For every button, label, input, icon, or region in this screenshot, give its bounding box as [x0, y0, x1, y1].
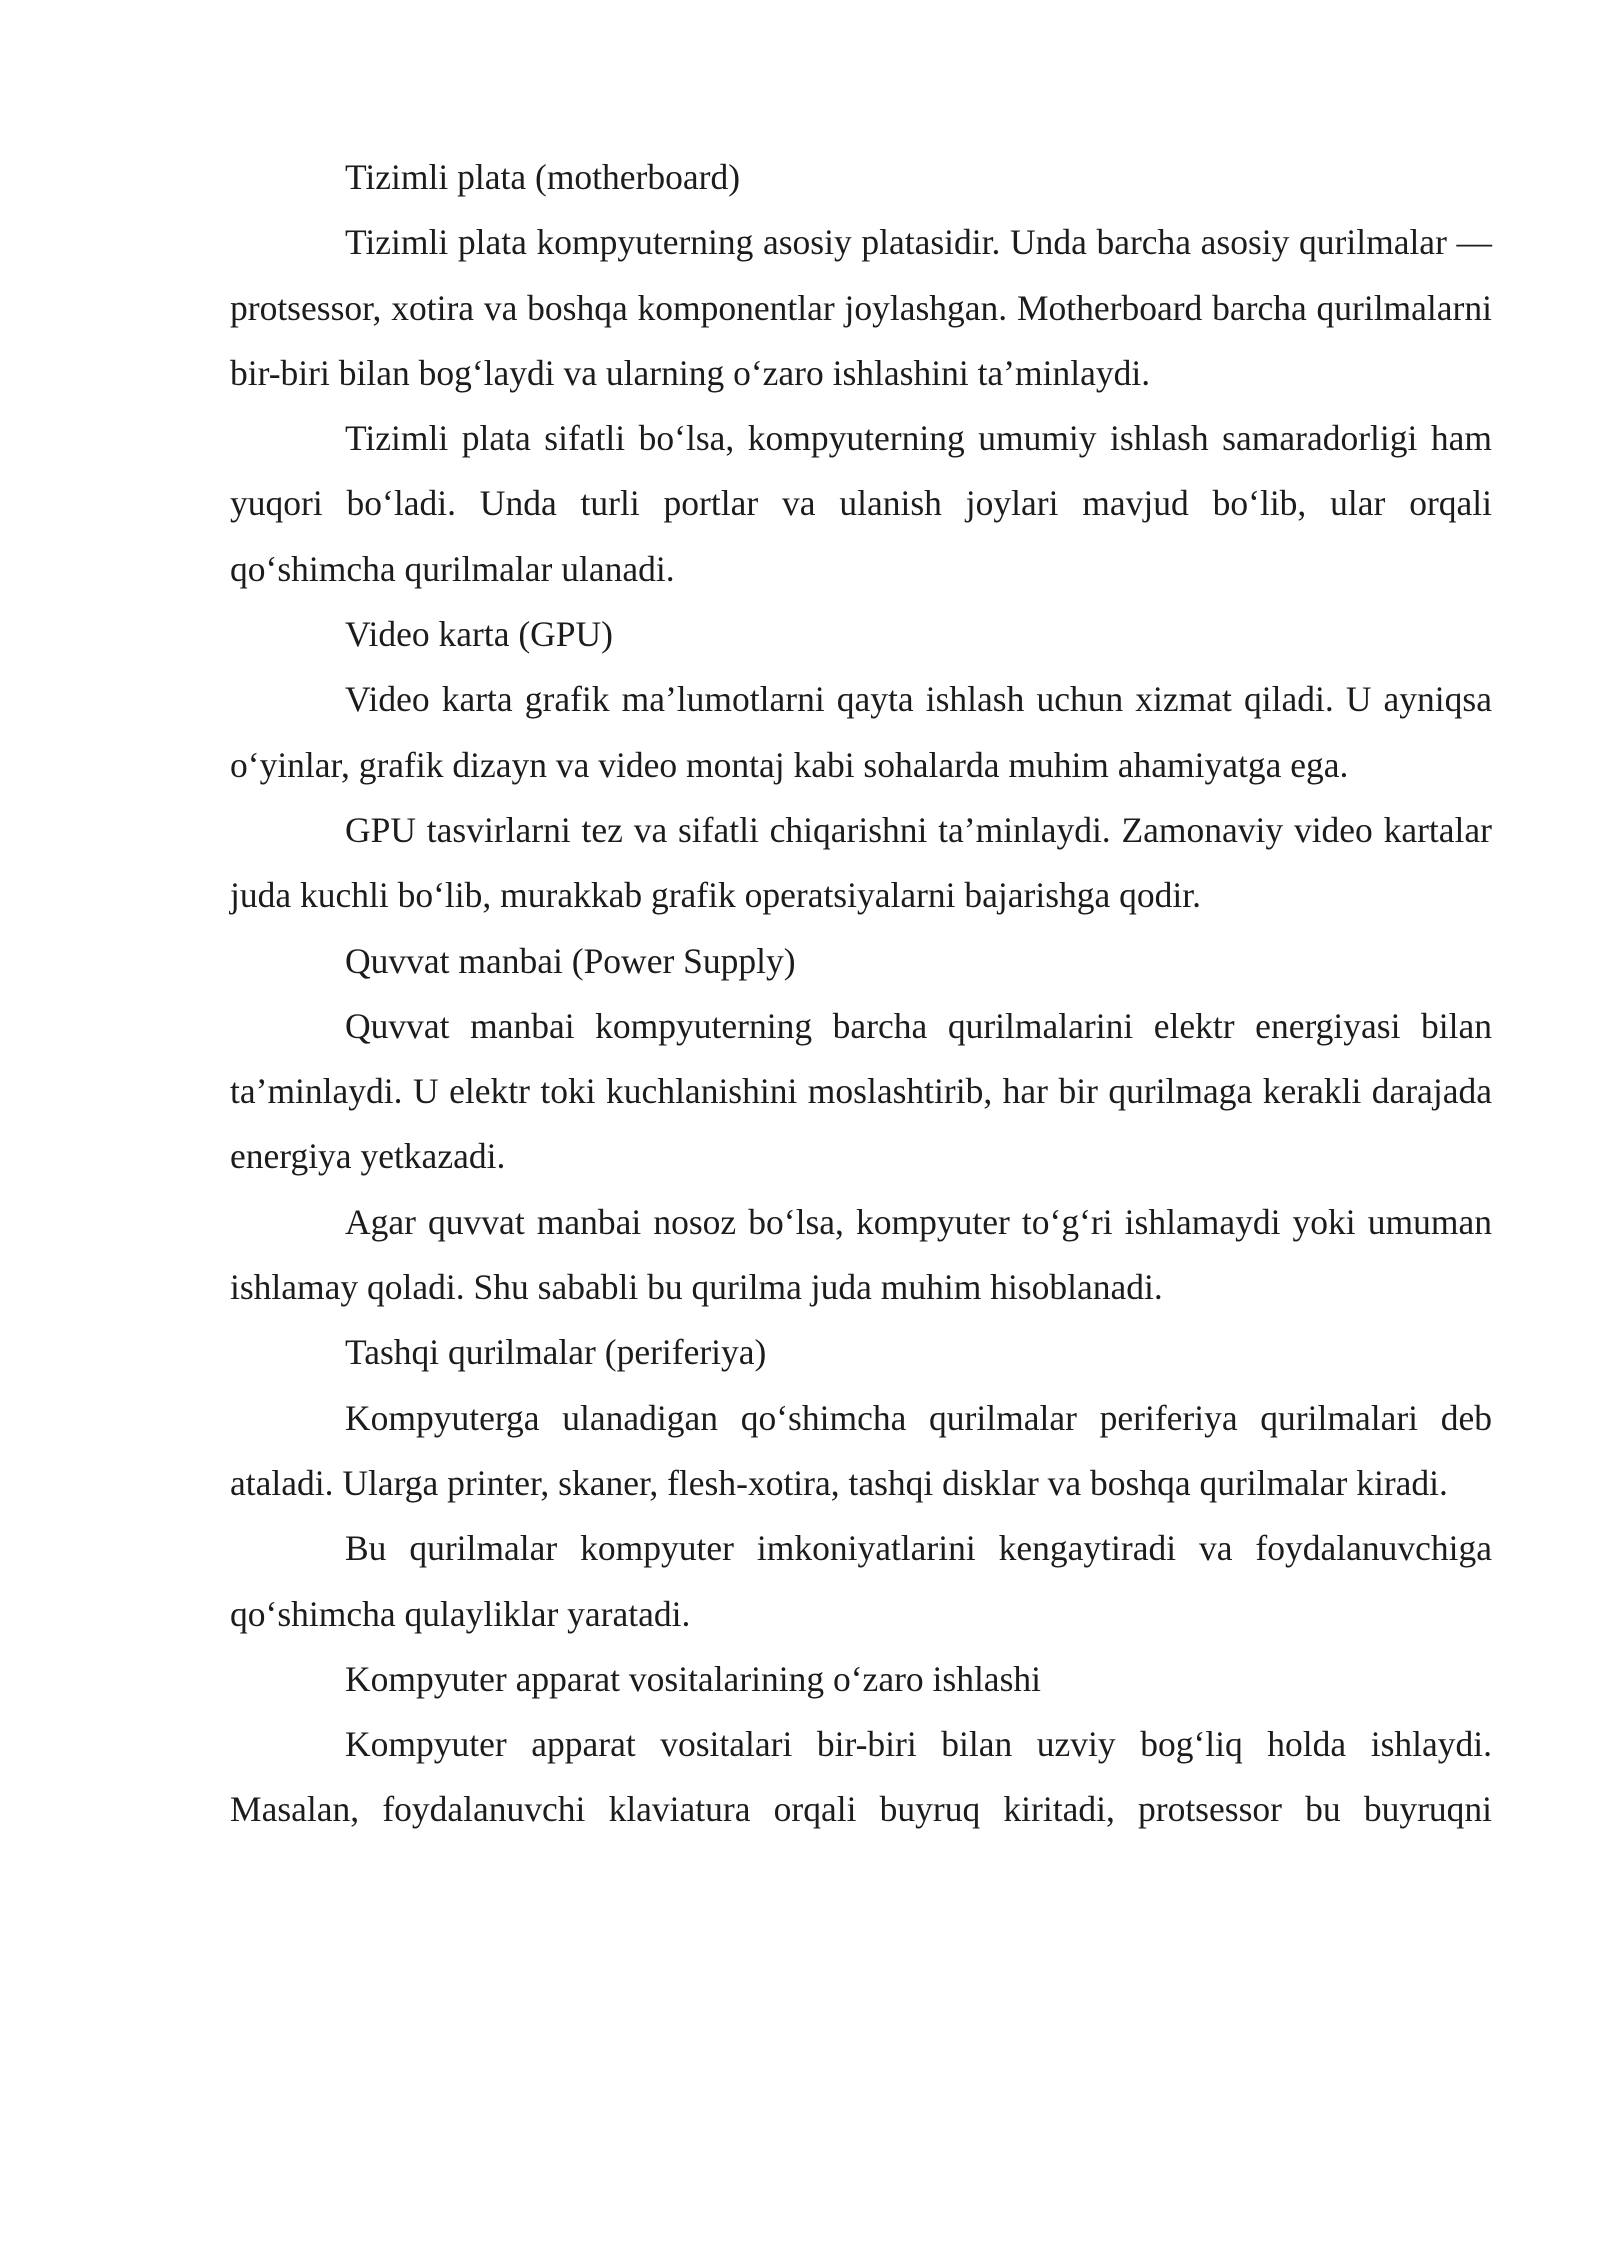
paragraph-hardware-interaction-1: Kompyuter apparat vositalari bir-biri bilan uzviy bog‘liq holda ishlaydi. Masalan, foydalanuvchi klaviatura orqali buyruq kiritadi, protsessor bu buyruqni: [230, 1724, 1492, 1830]
section-heading-peripherals: Tashqi qurilmalar (periferiya): [345, 1332, 767, 1373]
section-heading-hardware-interaction: Kompyuter apparat vositalarining o‘zaro ishlashi: [345, 1658, 1041, 1699]
paragraph-peripherals-2: Bu qurilmalar kompyuter imkoniyatlarini kengaytiradi va foydalanuvchiga qo‘shimcha qulayliklar yaratadi.: [230, 1528, 1492, 1634]
paragraph-power-supply-2: Agar quvvat manbai nosoz bo‘lsa, kompyuter to‘g‘ri ishlamaydi yoki umuman ishlamay qoladi. Shu sababli bu qurilma juda muhim hisoblanadi.: [230, 1201, 1492, 1308]
section-heading-gpu: Video karta (GPU): [345, 614, 613, 655]
paragraph-power-supply-1: Quvvat manbai kompyuterning barcha qurilmalarini elektr energiyasi bilan ta’minlaydi. U elektr toki kuchlanishini moslashtirib, har bir qurilmaga kerakli darajada energiya yetkazadi.: [230, 1005, 1492, 1177]
paragraph-gpu-1: Video karta grafik ma’lumotlarni qayta ishlash uchun xizmat qiladi. U ayniqsa o‘yinlar, grafik dizayn va video montaj kabi sohalarda muhim ahamiyatga ega.: [230, 679, 1492, 785]
paragraph-gpu-2: GPU tasvirlarni tez va sifatli chiqarishni ta’minlaydi. Zamonaviy video kartalar juda kuchli bo‘lib, murakkab grafik operatsiyalarni bajarishga qodir.: [230, 809, 1492, 916]
section-heading-motherboard: Tizimli plata (motherboard): [345, 157, 741, 197]
paragraph-peripherals-1: Kompyuterga ulanadigan qo‘shimcha qurilmalar periferiya qurilmalari deb ataladi. Ularga printer, skaner, flesh-xotira, tashqi disklar va boshqa qurilmalar kiradi.: [230, 1397, 1492, 1503]
paragraph-motherboard-1: Tizimli plata kompyuterning asosiy platasidir. Unda barcha asosiy qurilmalar — protsessor, xotira va boshqa komponentlar joylashgan. Motherboard barcha qurilmalarni bir-biri bilan bog‘laydi va ularning o‘zaro ishlashini ta’minlaydi.: [230, 222, 1492, 393]
paragraph-motherboard-2: Tizimli plata sifatli bo‘lsa, kompyuterning umumiy ishlash samaradorligi ham yuqori bo‘ladi. Unda turli portlar va ulanish joylari mavjud bo‘lib, ular orqali qo‘shimcha qurilmalar ulanadi.: [230, 418, 1492, 589]
section-heading-power-supply: Quvvat manbai (Power Supply): [345, 940, 796, 981]
document-page: [230, 145, 1492, 1843]
